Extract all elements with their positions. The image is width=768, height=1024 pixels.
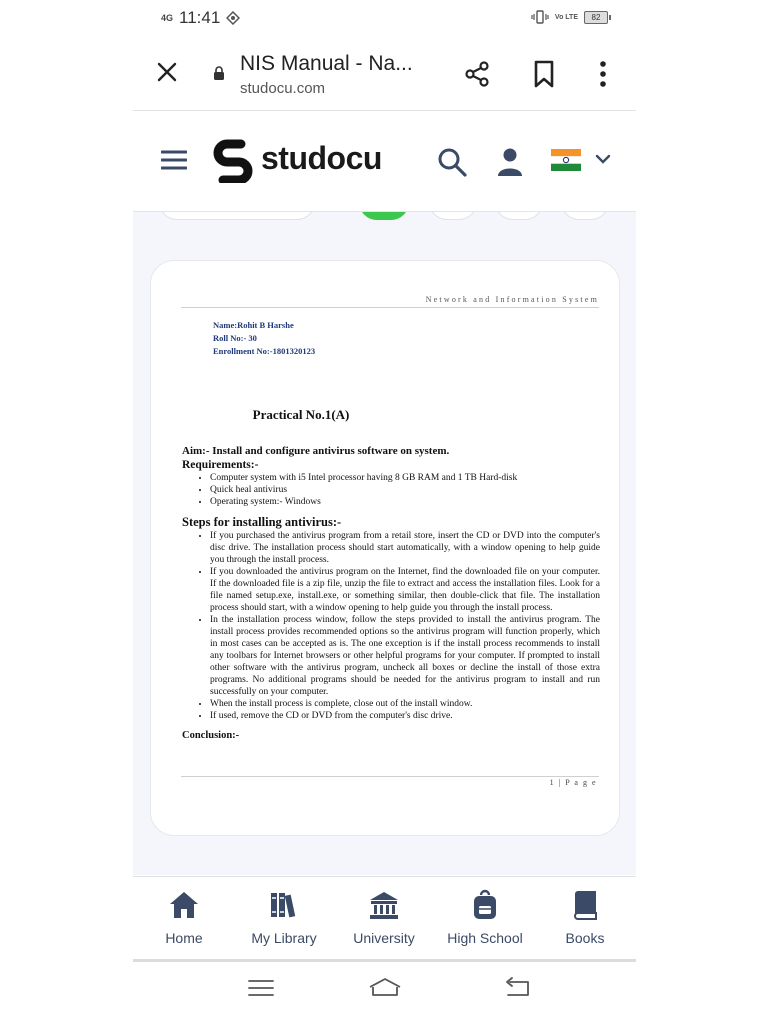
university-icon: [368, 889, 400, 921]
toolbar-pill[interactable]: [429, 212, 477, 220]
system-navigation-bar: [133, 962, 636, 1024]
requirements-list: [182, 472, 600, 508]
site-header: [133, 111, 636, 212]
footer-divider: [181, 776, 599, 777]
bottom-navigation: [133, 876, 636, 963]
toolbar-pill-active[interactable]: [359, 212, 409, 220]
list-item: • If you downloaded the antivirus program on the Internet, find the downloaded file on your computer. If the downloaded file is a zip file, unzip the file to extract and access the installation files. Look for a file named setup.exe, install.exe, or something similar, then double-click that file. The installation process should start, with a window opening to help guide you through the install process.: [210, 566, 600, 614]
page-title: NIS Manual - Na...: [240, 52, 413, 75]
nav-label: Books: [565, 930, 605, 946]
nav-high-school[interactable]: [435, 889, 535, 946]
steps-heading: Steps for installing antivirus:-: [182, 515, 342, 529]
document-header: Network and Information System: [425, 295, 599, 304]
page-url[interactable]: studocu.com: [240, 80, 326, 97]
nav-university[interactable]: [334, 889, 434, 946]
back-icon[interactable]: [502, 976, 532, 1000]
recent-apps-icon[interactable]: [246, 976, 276, 1000]
toolbar-pill[interactable]: [561, 212, 609, 220]
student-roll: Roll No:- 30: [213, 333, 257, 343]
conclusion-heading: Conclusion:-: [182, 730, 240, 741]
network-indicator: 4G: [161, 12, 174, 23]
student-info: [213, 319, 315, 358]
list-item: • If used, remove the CD or DVD from the computer's disc drive.: [210, 710, 600, 722]
toolbar-pill[interactable]: [495, 212, 543, 220]
nav-my-library[interactable]: [234, 889, 334, 946]
steps-list: [182, 530, 600, 722]
backpack-icon: [469, 889, 501, 921]
phone-screen: [133, 0, 636, 1024]
document-body: [182, 445, 600, 741]
document-viewer[interactable]: [133, 212, 636, 875]
requirements-heading: Requirements:-: [182, 459, 259, 471]
list-item: • Quick heal antivirus: [210, 484, 600, 496]
student-enrollment: Enrollment No:-1801320123: [213, 346, 316, 356]
nav-label: Home: [165, 930, 203, 946]
battery-icon: 82: [584, 11, 608, 24]
aim-text: Aim:- Install and configure antivirus software on system.: [182, 445, 450, 457]
list-item: • When the install process is complete, close out of the install window.: [210, 698, 600, 710]
list-item: • If you purchased the antivirus program from a retail store, insert the CD or DVD into the computer's disc drive. The installation process should start automatically, with a window opening to help guide you through the install process.: [210, 530, 600, 566]
search-icon[interactable]: [437, 147, 467, 177]
practical-title: Practical No.1(A): [252, 407, 350, 422]
nav-home[interactable]: [134, 889, 234, 946]
nav-books[interactable]: [535, 889, 635, 946]
status-bar: [133, 0, 636, 38]
book-icon: [569, 889, 601, 921]
toolbar-pill[interactable]: [159, 212, 315, 220]
list-item: • Computer system with i5 Intel processor having 8 GB RAM and 1 TB Hard-disk: [210, 472, 600, 484]
share-icon[interactable]: [463, 60, 491, 88]
home-button-icon[interactable]: [368, 976, 402, 1000]
close-icon[interactable]: [155, 60, 179, 84]
vpn-icon: [226, 11, 240, 25]
library-icon: [268, 889, 300, 921]
home-icon: [168, 889, 200, 921]
nav-label: University: [353, 930, 415, 946]
student-name: Name:Rohit B Harshe: [213, 320, 294, 330]
list-item: • In the installation process window, follow the steps provided to install the antivirus program. The install process provides recommended options so the antivirus program will function properly, which in most cases can be accepted as is. The one exception is if the install process recommends to install any toolbars for Internet browsers or other helpful programs for your computer. If prompted to install other software with the antivirus program, uncheck all boxes or decline the install of those extra programs. No additional programs should be needed for the antivirus program to install and run successfully on your computer.: [210, 614, 600, 698]
vibrate-icon: [531, 10, 549, 24]
studocu-logo-icon[interactable]: [211, 139, 255, 183]
nav-label: High School: [447, 930, 523, 946]
header-divider: [181, 307, 599, 308]
volte-indicator: Vo LTE: [554, 13, 578, 21]
logo-text[interactable]: studocu: [261, 140, 382, 176]
nav-label: My Library: [251, 930, 317, 946]
more-options-icon[interactable]: [599, 60, 607, 88]
bookmark-icon[interactable]: [533, 60, 555, 88]
page-number: 1 | P a g e: [549, 778, 597, 787]
browser-toolbar: [133, 38, 636, 111]
user-icon[interactable]: [497, 147, 523, 177]
hamburger-menu-icon[interactable]: [161, 149, 187, 171]
lock-icon: [213, 66, 225, 80]
clock: 11:41: [179, 8, 221, 27]
chevron-down-icon[interactable]: [595, 153, 611, 165]
list-item: • Operating system:- Windows: [210, 496, 600, 508]
india-flag-icon[interactable]: [551, 149, 581, 171]
document-page: [150, 260, 620, 836]
